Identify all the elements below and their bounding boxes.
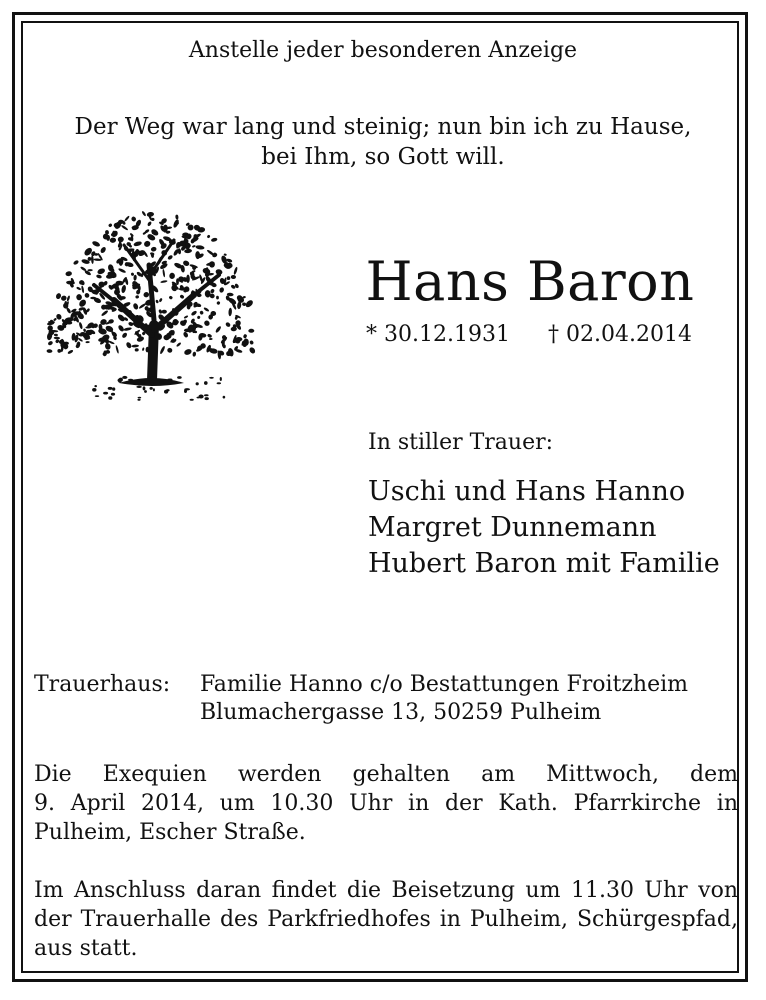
birth-date: * 30.12.1931 (366, 322, 510, 347)
motto-line-1: Der Weg war lang und steinig; nun bin ich zu Hause, (74, 114, 692, 140)
deceased-name: Hans Baron (365, 250, 695, 313)
trauerhaus-line-1: Familie Hanno c/o Bestattungen Froitzheim (200, 672, 689, 697)
beisetzung-line-2: der Trauerhalle des Parkfriedhofes in Pulheim, Schürgespfad, (34, 907, 738, 932)
exequien-line-3: Pulheim, Escher Straße. (34, 820, 306, 845)
beisetzung-line-3: aus statt. (34, 936, 138, 961)
exequien-line-1: Die Exequien werden gehalten am Mittwoch, dem (34, 762, 738, 787)
beisetzung-line-1: Im Anschluss daran findet die Beisetzung um 11.30 Uhr von (34, 878, 738, 903)
notice-heading: Anstelle jeder besonderen Anzeige (188, 38, 578, 63)
trauerhaus-label: Trauerhaus: (34, 672, 171, 697)
mourner-name: Margret Dunnemann (368, 512, 657, 543)
mourner-name: Uschi und Hans Hanno (368, 476, 686, 507)
exequien-line-2: 9. April 2014, um 10.30 Uhr in der Kath. Pfarrkirche in (34, 791, 738, 816)
motto-line-2: bei Ihm, so Gott will. (261, 144, 505, 170)
death-date: † 02.04.2014 (548, 322, 692, 347)
mourner-name: Hubert Baron mit Familie (368, 548, 720, 579)
mourning-label: In stiller Trauer: (368, 430, 554, 455)
trauerhaus-line-2: Blumachergasse 13, 50259 Pulheim (200, 700, 602, 725)
